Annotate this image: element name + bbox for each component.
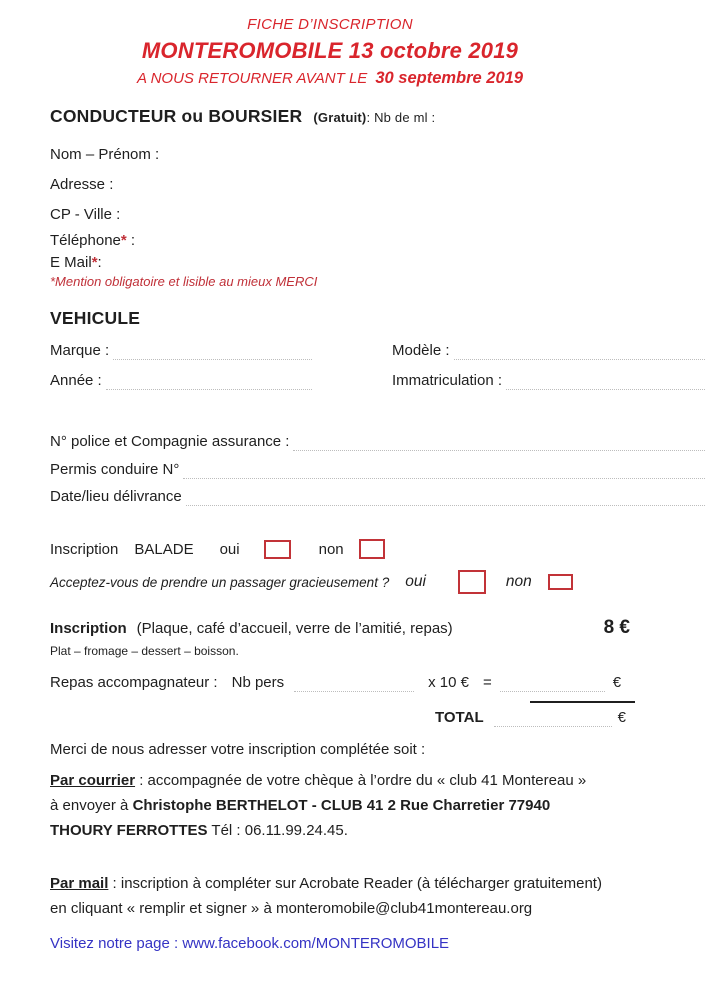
par-courrier-text-1: : accompagnée de votre chèque à l’ordre du « club 41 Montereau » à envoyer à xyxy=(50,772,587,814)
par-courrier-label: Par courrier xyxy=(50,772,136,789)
field-email[interactable] xyxy=(50,254,705,272)
par-courrier-paragraph xyxy=(50,768,598,843)
field-label-adresse: Adresse : xyxy=(50,176,114,193)
checkbox-passager-non[interactable] xyxy=(548,574,573,590)
checkbox-balade-oui[interactable] xyxy=(264,540,291,559)
form-subtitle: FICHE D’INSCRIPTION xyxy=(247,16,413,33)
field-nom-prenom[interactable] xyxy=(50,146,705,164)
footer-intro: Merci de nous adresser votre inscription complétée soit : xyxy=(50,741,426,758)
field-label-police-assurance: N° police et Compagnie assurance : xyxy=(50,433,290,450)
input-line-total[interactable] xyxy=(494,712,612,727)
facebook-prefix: Visitez notre page : xyxy=(50,935,183,952)
field-police-assurance xyxy=(50,432,705,451)
euro-sign-repas: € xyxy=(612,674,622,691)
total-separator-line xyxy=(530,701,635,703)
repas-accompagnateur-row xyxy=(50,673,705,692)
conducteur-gratuit-text: (Gratuit) xyxy=(313,110,367,125)
field-modele xyxy=(392,341,705,360)
total-label: TOTAL xyxy=(435,709,484,726)
field-immatriculation xyxy=(392,371,705,390)
field-label-email-suffix: : xyxy=(97,254,102,271)
input-line-delivrance[interactable] xyxy=(186,491,705,506)
input-line-nb-pers[interactable] xyxy=(294,677,414,692)
equals-sign: = xyxy=(483,674,492,691)
field-label-cp-ville: CP - Ville : xyxy=(50,206,121,223)
repas-label: Repas accompagnateur : xyxy=(50,674,218,691)
field-label-telephone-suffix: : xyxy=(126,232,136,249)
field-label-telephone: Téléphone xyxy=(50,232,121,249)
field-adresse[interactable] xyxy=(50,176,705,194)
balade-label-inscription: Inscription xyxy=(50,540,119,558)
vehicle-row-2 xyxy=(50,371,705,390)
field-annee xyxy=(50,371,312,390)
input-line-repas-total[interactable] xyxy=(500,677,605,692)
field-label-delivrance: Date/lieu délivrance xyxy=(50,488,182,505)
input-line-police-assurance[interactable] xyxy=(293,436,705,451)
balade-non-label: non xyxy=(318,540,344,558)
facebook-link[interactable]: www.facebook.com/MONTEROMOBILE xyxy=(182,935,450,952)
passager-question-label: Acceptez-vous de prendre un passager gracieusement ? xyxy=(50,574,390,590)
return-deadline-line xyxy=(50,69,610,88)
par-mail-paragraph xyxy=(50,871,615,921)
passager-oui-label: oui xyxy=(405,573,426,590)
form-title: MONTEROMOBILE 13 octobre 2019 xyxy=(141,38,519,63)
required-star-email: * xyxy=(91,254,98,271)
vehicle-row-1 xyxy=(50,341,705,360)
input-line-modele[interactable] xyxy=(454,345,705,360)
euro-sign-total: € xyxy=(617,709,626,726)
facebook-line xyxy=(50,934,705,953)
multiplier-label: x 10 € xyxy=(428,674,470,691)
passager-question-row xyxy=(50,569,705,595)
field-cp-ville[interactable] xyxy=(50,206,705,224)
par-courrier-text-2: Tél : 06.11.99.24.45. xyxy=(207,822,348,839)
input-line-marque[interactable] xyxy=(113,345,312,360)
menu-note: Plat – fromage – dessert – boisson. xyxy=(50,644,239,658)
field-label-immatriculation: Immatriculation : xyxy=(392,372,503,389)
form-header xyxy=(50,16,610,88)
field-delivrance xyxy=(50,487,705,506)
fee-label: Inscription xyxy=(50,620,127,637)
courrier-contact-bold: Christophe BERTHELOT - CLUB 41 2 Rue Charretier 77940 THOURY FERROTTES xyxy=(50,797,551,839)
passager-non-label: non xyxy=(505,573,532,590)
field-label-permis: Permis conduire N° xyxy=(50,461,180,478)
section-title-vehicule: VEHICULE xyxy=(50,308,141,328)
return-deadline-prefix: A NOUS RETOURNER AVANT LE xyxy=(136,70,368,87)
return-deadline-date: 30 septembre 2019 xyxy=(375,69,524,87)
field-label-modele: Modèle : xyxy=(392,342,450,359)
total-row xyxy=(50,708,705,727)
input-line-annee[interactable] xyxy=(106,375,312,390)
field-permis xyxy=(50,460,705,479)
section-title-conducteur xyxy=(50,105,705,129)
field-label-nom-prenom: Nom – Prénom : xyxy=(50,146,160,163)
required-mention-note: *Mention obligatoire et lisible au mieux MERCI xyxy=(50,274,318,289)
field-label-email: E Mail xyxy=(50,254,92,271)
balade-oui-label: oui xyxy=(219,540,240,558)
balade-inscription-row xyxy=(50,538,705,560)
conducteur-title-suffix: : Nb de ml : xyxy=(366,110,436,125)
par-mail-label: Par mail xyxy=(50,875,109,892)
required-star-telephone: * xyxy=(120,232,127,249)
field-telephone[interactable] xyxy=(50,232,705,250)
fee-price: 8 € xyxy=(603,617,630,638)
inscription-fee-row xyxy=(50,617,705,639)
checkbox-passager-oui[interactable] xyxy=(458,570,486,594)
field-label-annee: Année : xyxy=(50,372,102,389)
field-label-marque: Marque : xyxy=(50,342,110,359)
fee-detail: (Plaque, café d’accueil, verre de l’amitié, repas) xyxy=(136,620,453,637)
balade-label-balade: BALADE xyxy=(134,540,194,558)
checkbox-balade-non[interactable] xyxy=(359,539,385,559)
field-marque xyxy=(50,341,312,360)
par-mail-text: : inscription à compléter sur Acrobate Reader (à télécharger gratuitement) en cliquant « remplir et signer » à xyxy=(50,875,602,917)
nb-pers-label: Nb pers xyxy=(231,674,285,691)
input-line-permis[interactable] xyxy=(183,464,705,479)
conducteur-title-text: CONDUCTEUR ou BOURSIER xyxy=(50,106,303,126)
input-line-immatriculation[interactable] xyxy=(506,375,705,390)
email-address[interactable]: monteromobile@club41montereau.org xyxy=(275,900,533,917)
